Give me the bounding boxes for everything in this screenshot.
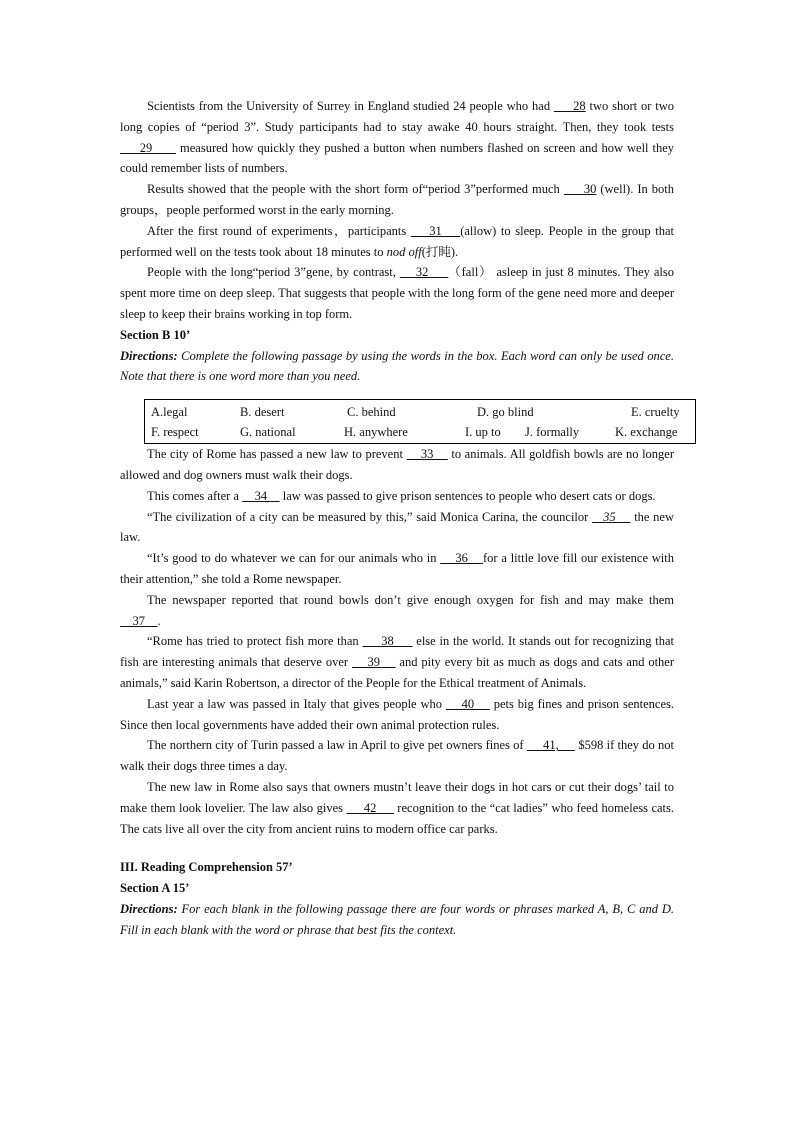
paragraph-prison-sentences: This comes after a 34 law was passed to give prison sentences to people who desert cats or dogs.	[147, 488, 656, 503]
word-option-g: G. national	[240, 425, 296, 440]
paragraph-cat-ladies: The new law in Rome also says that owners mustn’t leave their dogs in hot cars or cut their dogs’ tail to make them look lovelier. The law also gives 42 recognition to the “cat ladies” who feed homeless cats. The cats live all over the city from ancient ruins to modern office car parks.	[120, 779, 675, 836]
blank-39: 39	[351, 655, 396, 670]
blank-34: 34	[242, 488, 280, 503]
paragraph-turin: The northern city of Turin passed a law in April to give pet owners fines of 41, $598 if they do not walk their dogs three times a day.	[120, 738, 675, 774]
section-a-heading: Section A 15’	[120, 881, 190, 896]
blank-30: 30	[563, 182, 597, 197]
word-option-f: F. respect	[151, 425, 199, 440]
blank-40: 40	[445, 696, 490, 711]
blank-32: 32	[399, 265, 449, 280]
word-option-k: K. exchange	[615, 425, 678, 440]
word-box	[144, 399, 696, 444]
blank-37: 37	[120, 613, 158, 628]
word-option-j: J. formally	[525, 425, 580, 440]
paragraph-results: Results showed that the people with the short form of“period 3”performed much 30 (well). In both groups，people performed worst in the early morning.	[120, 182, 675, 217]
word-option-h: H. anywhere	[344, 425, 408, 440]
paragraph-long-gene: People with the long“period 3”gene, by contrast, 32 （fall） asleep in just 8 minutes. They also spent more time on deep sleep. That suggests that people with the long form of the gene need more and deeper sleep to keep their brains working in top form.	[120, 265, 674, 321]
paragraph-italy-law: Last year a law was passed in Italy that gives people who 40 pets big fines and prison sentences. Since then local governments have added their own animal protection rules.	[120, 696, 674, 732]
word-option-i: I. up to	[465, 425, 501, 440]
blank-36: 36	[440, 551, 483, 566]
section-b-directions: Directions: Complete the following passage by using the words in the box. Each word can only be used once. Note that there is one word more than you need.	[120, 348, 674, 384]
spacer	[120, 839, 674, 857]
paragraph-surrey-study: Scientists from the University of Surrey in England studied 24 people who had 28 two short or two long copies of “period 3”. Study participants had to stay awake 40 hours straight. Then, they took tests 29 measured how quickly they pushed a button when numbers flashed on screen and how well they could remember lists of numbers.	[120, 99, 675, 176]
blank-29: 29	[120, 140, 177, 155]
word-option-a: A.legal	[151, 405, 188, 420]
section-b-heading: Section B 10’	[120, 327, 191, 342]
word-box-row-2	[151, 422, 689, 442]
section-a-directions: Directions: For each blank in the following passage there are four words or phrases marked A, B, C and D. Fill in each blank with the word or phrase that best fits the context.	[120, 901, 674, 937]
paragraph-rome-law: The city of Rome has passed a new law to prevent 33 to animals. All goldfish bowls are no longer allowed and dog owners must walk their dogs.	[120, 447, 675, 482]
paragraph-civilization: “The civilization of a city can be measured by this,” said Monica Carina, the councilor 35 the new law.	[120, 509, 674, 545]
word-option-c: C. behind	[347, 405, 396, 420]
word-option-b: B. desert	[240, 405, 285, 420]
blank-38: 38	[362, 634, 413, 649]
blank-35: 35	[592, 509, 631, 524]
blank-41: 41,	[526, 738, 576, 753]
paragraph-protect-fish: “Rome has tried to protect fish more than 38 else in the world. It stands out for recognizing that fish are interesting animals that deserve over 39 and pity every bit as much as dogs and cats and other animals,” said Karin Robertson, a director of the People for the Ethical treatment of Animals.	[120, 634, 675, 690]
blank-42: 42	[346, 800, 394, 815]
term-nod-off: nod off	[386, 244, 422, 259]
directions-label: Directions:	[120, 348, 178, 363]
blank-28: 28	[553, 99, 586, 113]
blank-33: 33	[406, 447, 448, 462]
reading-comprehension-heading: III. Reading Comprehension 57’	[120, 860, 293, 875]
directions-label: Directions:	[120, 901, 178, 916]
paragraph-round-bowls: The newspaper reported that round bowls don’t give enough oxygen for fish and may make them 37 .	[120, 592, 674, 628]
word-option-e: E. cruelty	[631, 405, 680, 420]
blank-31: 31	[410, 223, 461, 238]
word-option-d: D. go blind	[477, 405, 534, 420]
paragraph-experiments: After the first round of experiments，participants 31 (allow) to sleep. People in the group that performed well on the tests took about 18 minutes to nod off(打盹).	[120, 223, 674, 259]
paragraph-animals-love: “It’s good to do whatever we can for our animals who in 36 for a little love fill our existence with their attention,” she told a Rome newspaper.	[120, 551, 675, 586]
word-box-row-1	[151, 402, 689, 422]
